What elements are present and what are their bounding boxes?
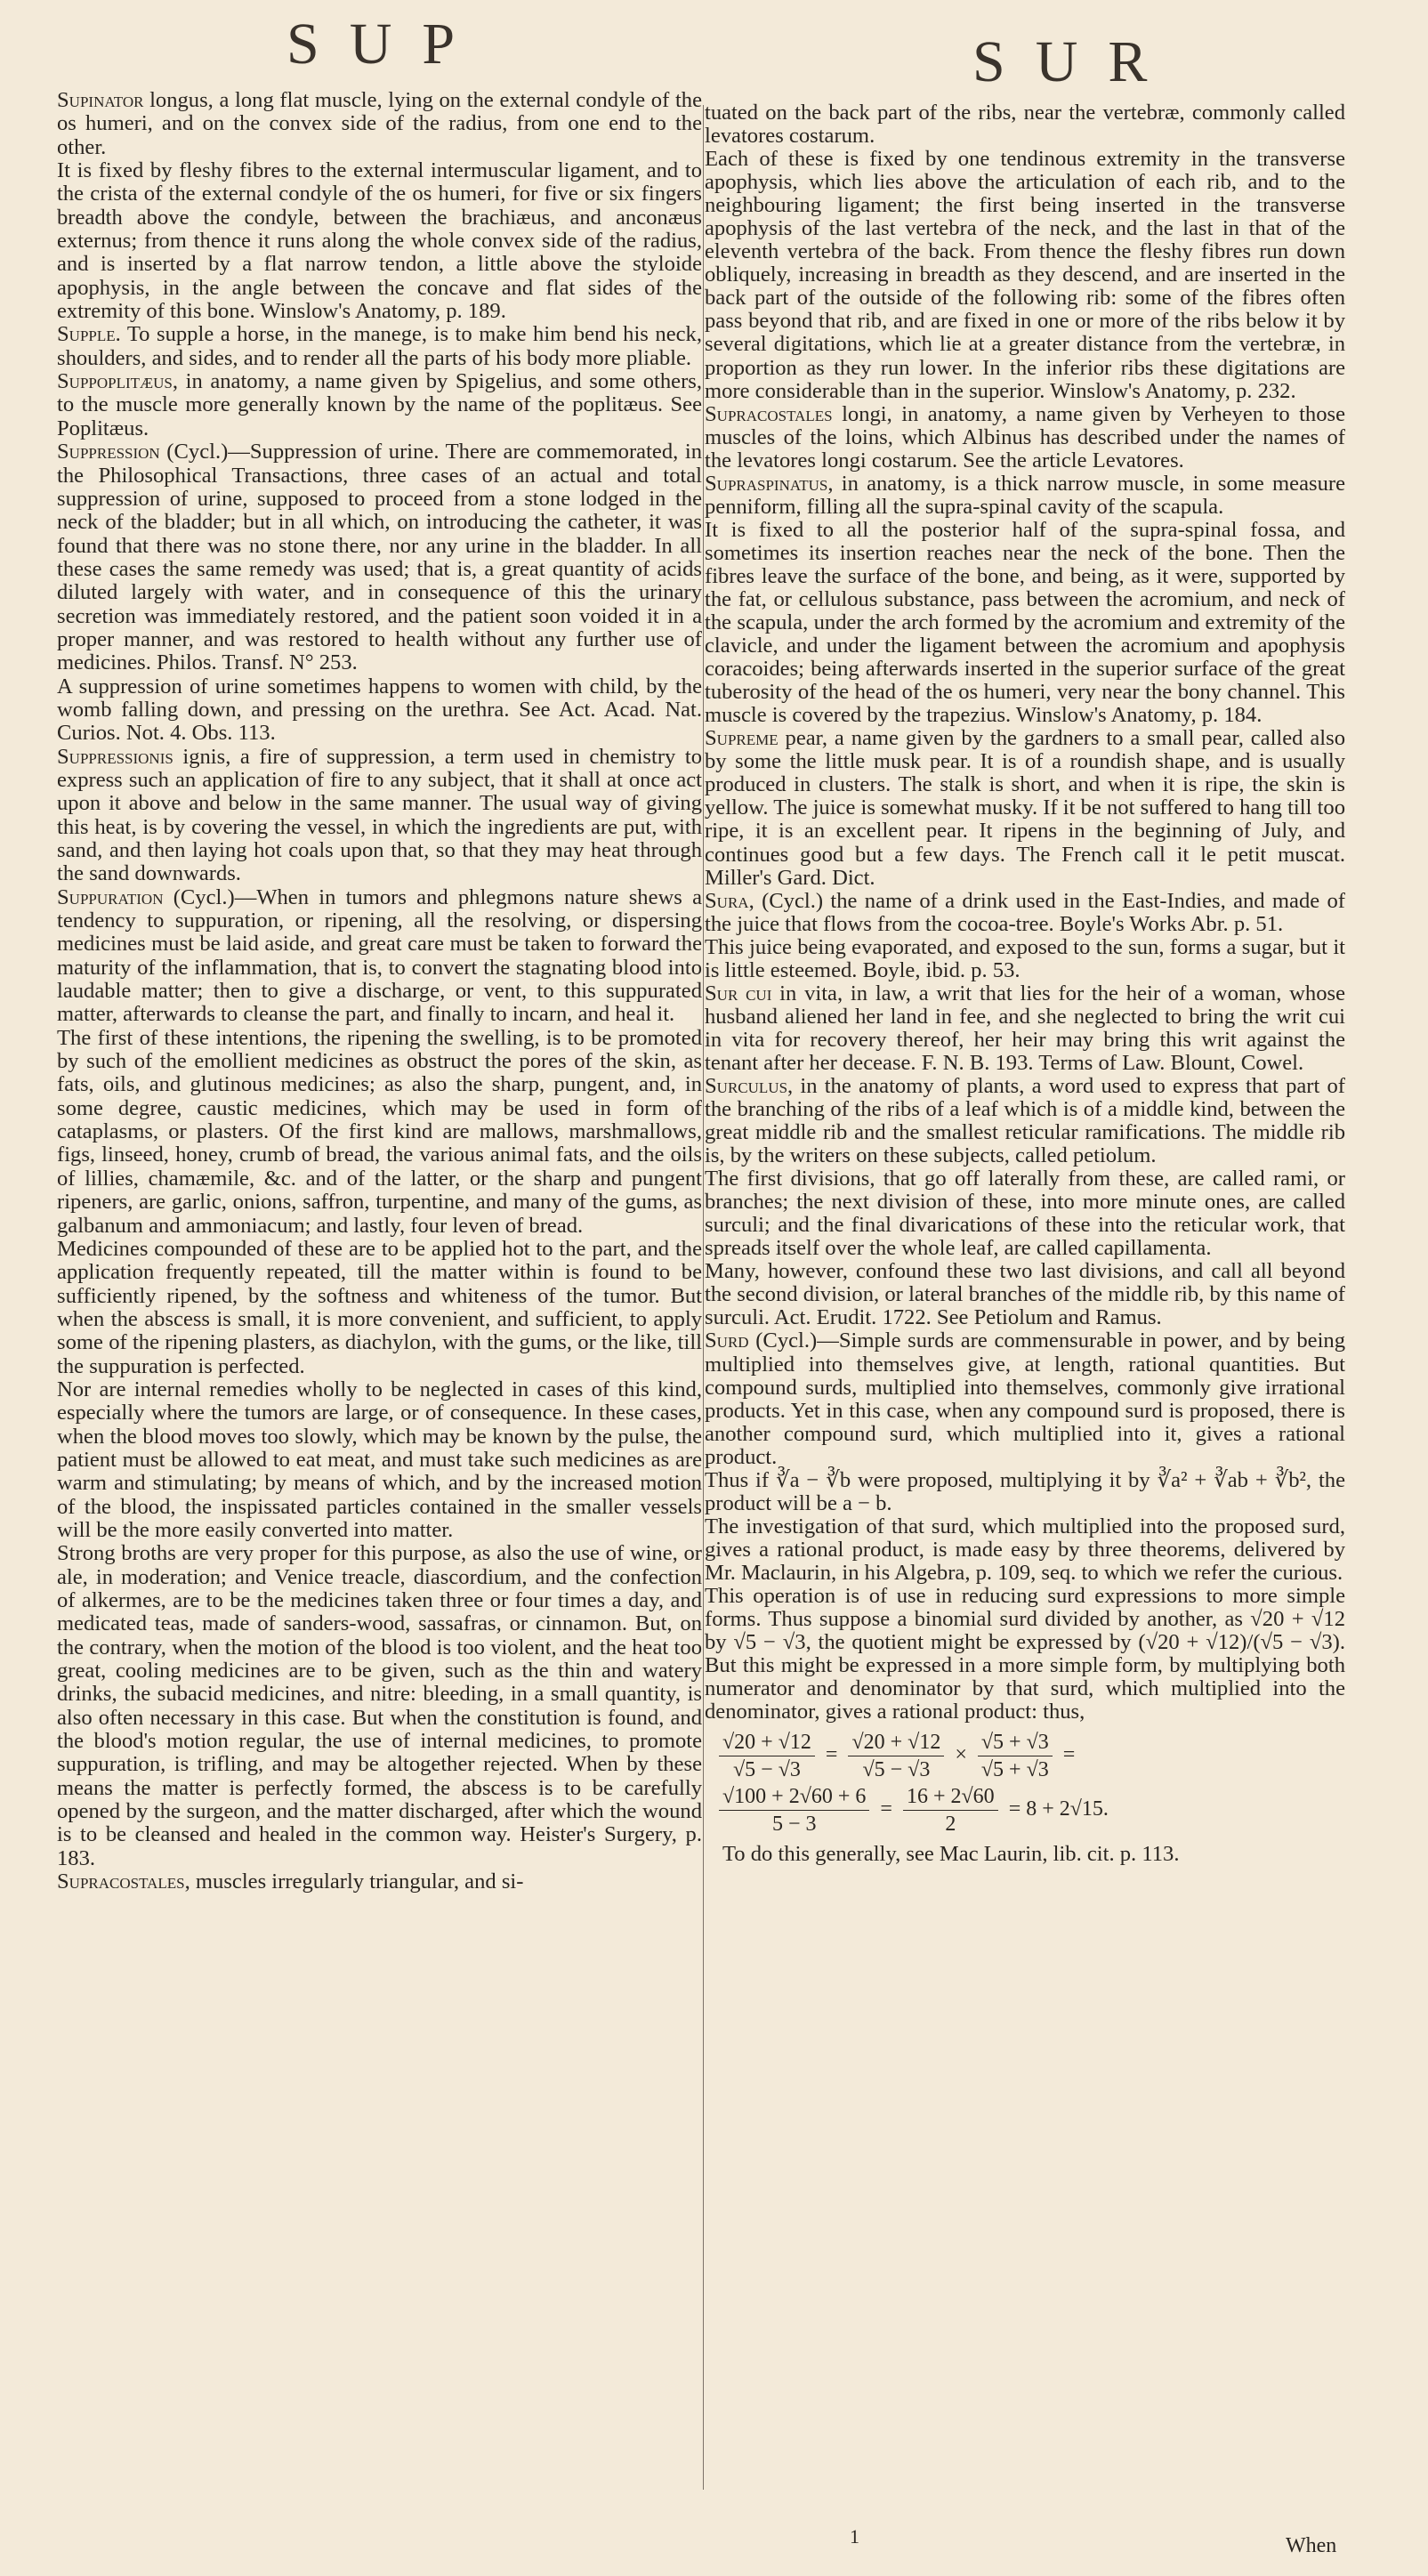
catchword: When [1286,2534,1337,2557]
headword: Supinator [57,88,144,112]
dictionary-entry [705,472,1345,519]
entry-text: Nor are internal remedies wholly to be neglected in cases of this kind, especially where the tumors are large, or of consequence. In these cases, when the blood moves too slowly, which may be known by the pulse, the patient must be allowed to eat meat, and must take such medicines as are warm and stimulating; by means of which, and by the increased motion of the blood, the inspissated particles contained in the smaller vessels will be the more easily converted into matter. [57,1377,702,1542]
entry-text: longi, in anatomy, a name given by Verheyen to those muscles of the loins, which Albinus has described under the names of the levatores longi costarum. See the article Levatores. [705,401,1345,472]
dictionary-entry [705,148,1345,403]
numerator: √100 + 2√60 + 6 [719,1783,869,1811]
headword: Supraspinatus, [705,471,834,496]
entry-text: (Cycl.)—Suppression of urine. There are commemorated, in the Philosophical Transactions, three cases of an actual and total suppression of urine, supposed to proceed from a stone lodged in the neck of the bladder; but in all which, on introducing the catheter, it was found that there was no stone there, nor any urine in the bladder. In all these cases the same remedy was used; that is, a great quantity of acids diluted largely with water, and in consequence of this the urinary secretion was immediately restored, and the patient soon voided it in a proper manner, and was restored to health without any further use of medicines. Philos. Transf. N° 253. [57,440,702,675]
right-column [705,101,1345,1866]
signature-mark: 1 [850,2525,859,2548]
entry-text: in the anatomy of plants, a word used to express that part of the branching of the ribs of a leaf which is of a middle kind, between the great middle rib and the smallest reticular ramifications. The middle rib is, by the writers on these subjects, called petiolum. [705,1073,1345,1168]
entry-text: This operation is of use in reducing surd expressions to more simple forms. Thus suppose a binomial surd divided by another, as √20 + √12 by √5 − √3, the quotient might be expressed by (√20 + √12)/(√5 − √3). But this might be expressed in a more simple form, by multiplying both numerator and denominator by that surd, which multiplied into the denominator, gives a rational product: thus, [705,1584,1345,1724]
headword: Supreme [705,726,779,751]
dictionary-entry [57,89,702,159]
column-divider [703,105,704,2490]
left-running-head: SUP [286,12,486,77]
dictionary-entry [705,519,1345,727]
dictionary-entry [57,1238,702,1378]
entry-text: Many, however, confound these two last divisions, and call all beyond the second division, or lateral branches of the middle rib, by this name of surculi. Act. Erudit. 1722. See Petiolum and Ramus. [705,1259,1345,1330]
entry-text: Each of these is fixed by one tendinous extremity in the transverse apophysis, which lies above the articulation of each rib, and to the neighbouring ligament; the first being inserted in the transverse apophysis of the last vertebra of the neck, and the last in that of the eleventh vertebra of the back. From thence the fleshy fibres run down obliquely, increasing in breadth as they descend, and are inserted in the back part of the outside of the following rib: some of the fibres often pass beyond that rib, and are fixed in one or more of the ribs below it by several digitations, which lie at a greater distance from the vertebræ, in proportion as they run lower. In the inferior ribs these digitations are more considerable than in the superior. Winslow's Anatomy, p. 232. [705,147,1345,403]
dictionary-entry [705,1260,1345,1329]
dictionary-entry [57,1027,702,1238]
headword: Sura, [705,888,754,913]
entry-text: It is fixed by fleshy fibres to the external intermuscular ligament, and to the crista of the external condyle of the os humeri, for five or six fingers breadth above the condyle, between the brachiæus, and anconæus externus; from thence it runs along the whole convex side of the radius, and is inserted by a flat narrow tendon, a little above the styloide apophysis, in the angle between the concave and flat sides of the extremity of this bone. Winslow's Anatomy, p. 189. [57,158,702,324]
headword: Suppression [57,440,160,464]
right-running-head: SUR [972,29,1178,94]
fraction [978,1729,1053,1783]
entry-text: muscles irregularly triangular, and si- [190,1869,524,1894]
dictionary-entry [705,1329,1345,1468]
denominator: 5 − 3 [771,1813,817,1837]
fraction [848,1729,944,1783]
formula-line-1 [714,1729,1345,1783]
formula-result: = 8 + 2√15. [1008,1797,1109,1821]
denominator: √5 − √3 [862,1758,931,1782]
headword: Suppressionis [57,744,173,769]
entry-text: The first divisions, that go off laterally from these, are called rami, or branches; the next division of these, into more minute ones, are called surculi; and the final divarications of these into the reticular work, that spreads itself over the whole leaf, are called capillamenta. [705,1167,1345,1261]
equals-sign: = [825,1743,838,1767]
entry-text: It is fixed to all the posterior half of the supra-spinal fossa, and sometimes its insertion reaches near the neck of the bone. Then the fibres leave the surface of the bone, and being, as it were, supported by the fat, or cellulous substance, pass between the acromium, and neck of the scapula, under the arch formed by the acromium and extremity of the clavicle, and under the ligament between the acromium and apophysis coracoides; being afterwards inserted in the superior surface of the great tuberosity of the head of the os humeri, very near the bony channel. This muscle is covered by the trapezius. Winslow's Anatomy, p. 184. [705,517,1345,728]
denominator: √5 + √3 [980,1758,1049,1782]
right-column-entries [705,101,1345,1724]
surd-formula [714,1729,1345,1837]
headword: Suppoplitæus, [57,369,179,394]
denominator: √5 − √3 [733,1758,801,1782]
numerator: √5 + √3 [978,1729,1053,1756]
entry-text: in anatomy, is a thick narrow muscle, in some measure penniform, filling all the supra-spinal cavity of the scapula. [705,471,1345,519]
dictionary-entry [57,1542,702,1870]
dictionary-entry [57,746,702,886]
headword: Supracostales, [57,1869,190,1894]
dictionary-entry [57,1378,702,1542]
formula-line-2 [714,1783,1345,1837]
dictionary-entry [57,886,702,1027]
dictionary-entry [57,675,702,746]
headword: Supracostales [705,401,833,426]
denominator: 2 [945,1813,956,1837]
entry-text: The investigation of that surd, which multiplied into the proposed surd, gives a rational product, is made easy by three theorems, delivered by Mr. Maclaurin, in his Algebra, p. 109, seq. to which we refer the curious. [705,1514,1345,1585]
entry-text: Medicines compounded of these are to be applied hot to the part, and the application frequently repeated, till the matter within is found to be sufficiently ripened, by the softness and whiteness of the tumor. But when the abscess is small, it is more convenient, and sufficient, to apply some of the ripening plasters, as diachylon, with the gums, or the like, till the suppuration is perfected. [57,1236,702,1378]
dictionary-entry [705,890,1345,936]
headword: Surculus, [705,1073,794,1098]
entry-text: longus, a long flat muscle, lying on the external condyle of the os humeri, and on the convex side of the radius, from one end to the other. [57,88,702,159]
fraction [719,1783,869,1837]
entry-text: in anatomy, a name given by Spigelius, and some others, to the muscle more generally known by the name of the poplitæus. See Poplitæus. [57,369,702,440]
entry-text: in vita, in law, a writ that lies for the heir of a woman, whose husband aliened her land in fee, and she neglected to bring the writ cui in vita for recovery thereof, her heir may bring this writ against the tenant after her decease. F. N. B. 193. Terms of Law. Blount, Cowel. [705,981,1345,1075]
entry-text: ignis, a fire of suppression, a term used in chemistry to express such an application of fire to any subject, that it shall at once act upon it above and below in the same manner. The usual way of giving this heat, is by covering the vessel, in which the ingredients are put, with sand, and then laying hot coals upon that, so that they may heat through the sand downwards. [57,744,702,886]
dictionary-entry [705,982,1345,1075]
dictionary-entry [705,1585,1345,1724]
dictionary-entry [705,727,1345,889]
headword: Suppuration [57,884,164,909]
numerator: √20 + √12 [719,1729,815,1756]
left-column [57,89,702,1894]
headword: Sur cui [705,981,772,1005]
numerator: √20 + √12 [848,1729,944,1756]
dictionary-entry [705,1167,1345,1260]
headword: Surd [705,1328,749,1353]
dictionary-entry [57,1870,702,1894]
equals-sign: = [1062,1743,1076,1767]
entry-text: tuated on the back part of the ribs, near the vertebræ, commonly called levatores costarum. [705,101,1345,149]
dictionary-entry [57,370,702,440]
entry-text: A suppression of urine sometimes happens to women with child, by the womb falling down, and pressing on the urethra. See Act. Acad. Nat. Curios. Not. 4. Obs. 113. [57,674,702,746]
dictionary-entry [57,159,702,323]
dictionary-entry [705,101,1345,148]
entry-text: Thus if ∛a − ∛b were proposed, multiplying it by ∛a² + ∛ab + ∛b², the product will be a − b. [705,1467,1345,1515]
headword: Supple. [57,322,121,347]
dictionary-entry [705,1469,1345,1515]
entry-text: (Cycl.)—When in tumors and phlegmons nature shews a tendency to suppuration, or ripening, all the resolving, or dispersing medicines must be laid aside, and great care must be taken to forward the maturity of the inflammation, that is, to convert the stagnating blood into laudable matter; then to give a discharge, or vent, to this suppurated matter, afterwards to cleanse the part, and finally to incarn, and heal it. [57,884,702,1027]
dictionary-entry [705,403,1345,472]
entry-text: pear, a name given by the gardners to a small pear, called also by some the little musk pear. It is of a roundish shape, and is usually produced in clusters. The stalk is short, and when it is ripe, the skin is yellow. The juice is somewhat musky. If it be not suffered to hang till too ripe, it is an excellent pear. It ripens in the beginning of July, and continues good but a few days. The French call it le petit muscat. Miller's Gard. Dict. [705,726,1345,890]
entry-text: (Cycl.) the name of a drink used in the East-Indies, and made of the juice that flows from the cocoa-tree. Boyle's Works Abr. p. 51. [705,888,1345,936]
entry-text: The first of these intentions, the ripening the swelling, is to be promoted by such of the emollient medicines as obstruct the pores of the skin, as fats, oils, and glutinous medicines; as also the sharp, pungent, and, in some degree, caustic medicines, which may be used in form of cataplasms, or plasters. Of the first kind are mallows, marshmallows, figs, linseed, honey, crumb of bread, the various animal fats, and the oils of lillies, chamæmile, &c. and of the latter, or the sharp and pungent ripeners, are garlic, onions, saffron, turpentine, and many of the gums, as galbanum and ammoniacum; and lastly, four leven of bread. [57,1025,702,1238]
fraction [903,1783,998,1837]
entry-text: Strong broths are very proper for this purpose, as also the use of wine, or ale, in moderation; and Venice treacle, diascordium, and the confection of alkermes, are to be the medicines taken three or four times a day, and medicated teas, made of sanders-wood, sassafras, or cinnamon. But, on the contrary, when the motion of the blood is too violent, and the heat too great, cooling medicines are to be given, such as the thin and watery drinks, the subacid medicines, and nitre: bleeding, in a small quantity, is also often necessary in this case. But when the constitution is found, and the blood's motion regular, the use of internal medicines, to promote suppuration, is trifling, and may be altogether rejected. When by these means the matter is perfectly formed, the abscess is to be carefully opened by the surgeon, and the matter discharged, after which the wound is to be cleansed and healed in the common way. Heister's Surgery, p. 183. [57,1541,702,1870]
dictionary-entry [705,936,1345,982]
dictionary-entry [705,1075,1345,1167]
dictionary-entry [57,440,702,674]
dictionary-entry [57,323,702,370]
times-sign: × [955,1743,967,1767]
entry-text: (Cycl.)—Simple surds are commensurable in power, and by being multiplied into themselves give, at length, rational quantities. But compound surds, multiplied into themselves, commonly give irrational products. Yet in this case, when any compound surd is proposed, there is another compound surd, which multiplied into it, gives a rational product. [705,1328,1345,1469]
dictionary-entry [705,1515,1345,1585]
fraction [719,1729,815,1783]
equals-sign: = [880,1797,892,1821]
entry-text: This juice being evaporated, and exposed to the sun, forms a sugar, but it is little esteemed. Boyle, ibid. p. 53. [705,934,1345,982]
closing-line: To do this generally, see Mac Laurin, lib. cit. p. 113. [722,1842,1180,1867]
entry-text: To supple a horse, in the manege, is to make him bend his neck, shoulders, and sides, and to render all the parts of his body more pliable. [57,322,702,370]
numerator: 16 + 2√60 [903,1783,998,1811]
